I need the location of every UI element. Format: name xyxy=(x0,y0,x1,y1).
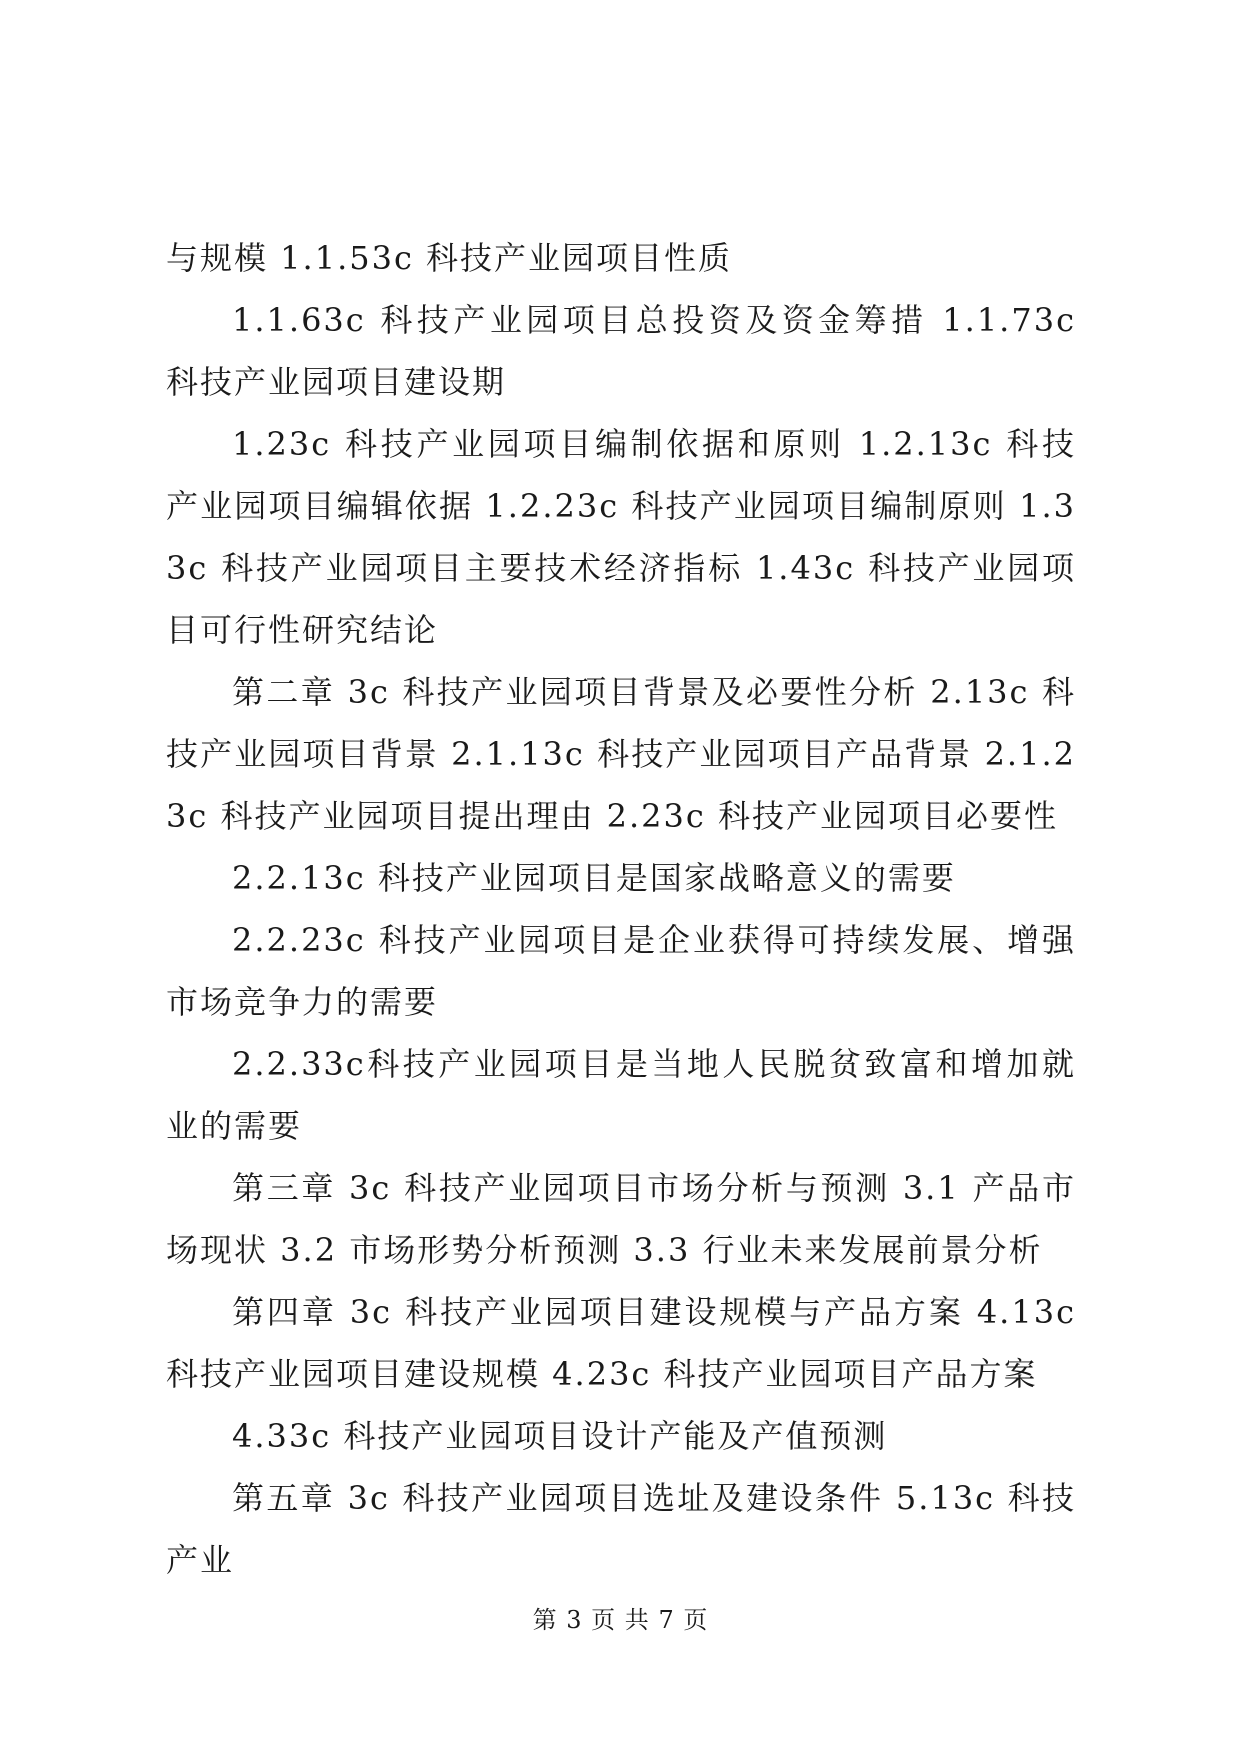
paragraph-5: 2.2.13c 科技产业园项目是国家战略意义的需要 xyxy=(232,859,956,897)
paragraph-2: 1.1.63c 科技产业园项目总投资及资金筹措 1.1.73c 科技产业园项目建设期 xyxy=(166,301,1076,401)
paragraph-10: 4.33c 科技产业园项目设计产能及产值预测 xyxy=(232,1417,888,1455)
paragraph-3: 1.23c 科技产业园项目编制依据和原则 1.2.13c 科技产业园项目编辑依据 1.2.23c 科技产业园项目编制原则 1.33c 科技产业园项目主要技术经济指标 1.43c 科技产业园项目可行性研究结论 xyxy=(166,425,1076,649)
document-body xyxy=(166,227,1076,1591)
page-number-footer: 第 3 页 共 7 页 xyxy=(532,1606,709,1634)
paragraph-11: 第五章 3c 科技产业园项目选址及建设条件 5.13c 科技产业 xyxy=(166,1479,1076,1579)
paragraph-6: 2.2.23c 科技产业园项目是企业获得可持续发展、增强市场竞争力的需要 xyxy=(166,921,1076,1021)
paragraph-8: 第三章 3c 科技产业园项目市场分析与预测 3.1 产品市场现状 3.2 市场形势分析预测 3.3 行业未来发展前景分析 xyxy=(166,1169,1076,1269)
paragraph-7: 2.2.33c科技产业园项目是当地人民脱贫致富和增加就业的需要 xyxy=(166,1045,1076,1145)
paragraph-1: 与规模 1.1.53c 科技产业园项目性质 xyxy=(166,239,733,277)
paragraph-4: 第二章 3c 科技产业园项目背景及必要性分析 2.13c 科技产业园项目背景 2.1.13c 科技产业园项目产品背景 2.1.23c 科技产业园项目提出理由 2.23c 科技产业园项目必要性 xyxy=(166,673,1076,835)
paragraph-9: 第四章 3c 科技产业园项目建设规模与产品方案 4.13c 科技产业园项目建设规模 4.23c 科技产业园项目产品方案 xyxy=(166,1293,1076,1393)
